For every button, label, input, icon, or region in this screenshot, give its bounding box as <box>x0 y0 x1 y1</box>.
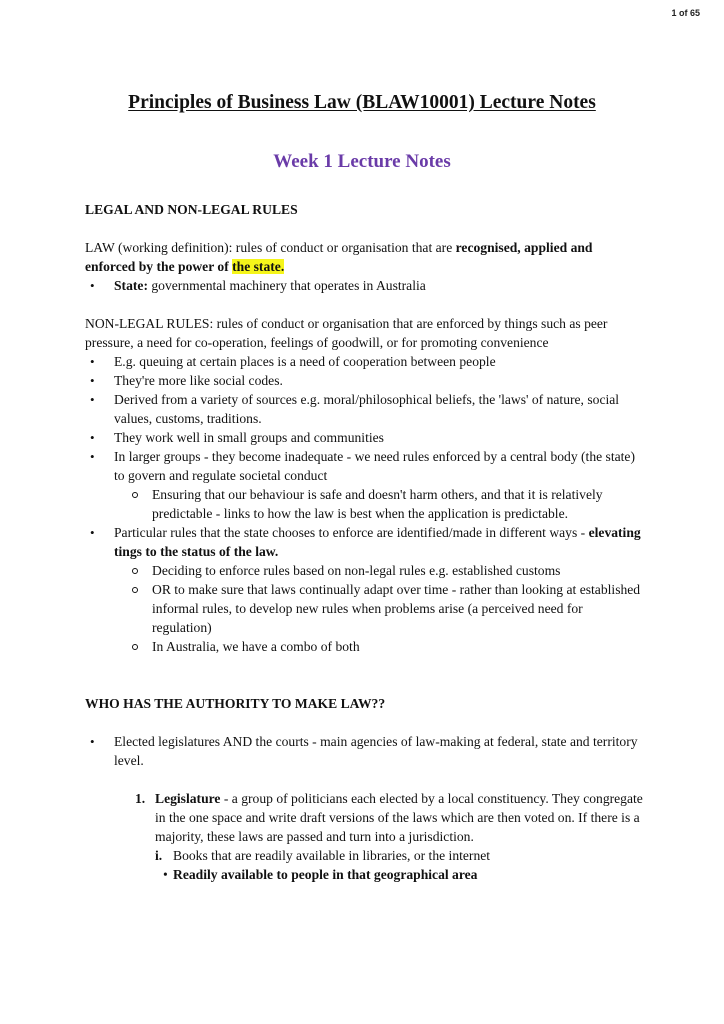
sub-list-item: Deciding to enforce rules based on non-legal rules e.g. established customs <box>85 561 645 580</box>
non-legal-definition: NON-LEGAL RULES: rules of conduct or organisation that are enforced by things such as peer pressure, a need for co-operation, feelings of goodwill, or for promoting convenience <box>85 316 608 350</box>
law-def-text: LAW (working definition): rules of conduct or organisation that are <box>85 240 456 255</box>
sub-list-item: In Australia, we have a combo of both <box>85 637 645 656</box>
legislature-text: - a group of politicians each elected by a local constituency. They congregate in the one space and write draft versions of the laws which are then voted on. If there is a majority, these laws are passed and turn into a jurisdiction. <box>155 791 643 844</box>
sub-point <box>85 865 645 884</box>
particular-rules-bold: elevating tings to the status of the law. <box>114 525 641 559</box>
particular-sub-bullets <box>85 561 645 656</box>
section-heading-legal-rules: LEGAL AND NON-LEGAL RULES <box>85 202 298 217</box>
list-item <box>85 276 645 295</box>
particular-rules-text: Particular rules that the state chooses to enforce are identified/made in different ways - <box>114 525 589 540</box>
list-item: • E.g. queuing at certain places is a need of cooperation between people <box>85 352 645 371</box>
week-title: Week 1 Lecture Notes <box>273 151 451 172</box>
sub-bullets-larger-groups <box>85 485 645 523</box>
section-heading-authority: WHO HAS THE AUTHORITY TO MAKE LAW?? <box>85 696 386 711</box>
roman-item <box>85 846 645 865</box>
law-def-bold: recognised, applied and enforced by the power of <box>85 240 593 274</box>
document-body <box>85 200 645 884</box>
state-list <box>85 276 645 295</box>
sub-list-item: OR to make sure that laws continually adapt over time - rather than looking at established informal rules, to develop new rules when problems arise (a perceived need for regulation) <box>85 580 645 637</box>
highlighted-the-state: the state. <box>232 259 285 274</box>
particular-rules-list <box>85 523 645 561</box>
list-item: • They work well in small groups and communities <box>85 428 645 447</box>
list-item: • Elected legislatures AND the courts - main agencies of law-making at federal, state and territory level. <box>85 732 645 770</box>
list-item: • Derived from a variety of sources e.g. moral/philosophical beliefs, the 'laws' of nature, social values, customs, traditions. <box>85 390 645 428</box>
sub-list-item: Ensuring that our behaviour is safe and doesn't harm others, and that it is relatively predictable - links to how the law is best when the application is predictable. <box>85 485 645 523</box>
roman-marker: i. <box>155 848 163 863</box>
document-title: Principles of Business Law (BLAW10001) Lecture Notes <box>128 92 596 113</box>
roman-text: Books that are readily available in libraries, or the internet <box>173 848 491 863</box>
state-text: governmental machinery that operates in Australia <box>147 278 426 293</box>
authority-list <box>85 732 645 770</box>
page-indicator: 1 of 65 <box>671 8 700 18</box>
sub-point-text: Readily available to people in that geographical area <box>173 867 478 882</box>
law-definition <box>85 238 645 276</box>
number-marker: 1. <box>135 791 146 806</box>
list-item: • In larger groups - they become inadequate - we need rules enforced by a central body (the state) to govern and regulate societal conduct <box>85 447 645 485</box>
non-legal-bullets <box>85 352 645 485</box>
list-item: • They're more like social codes. <box>85 371 645 390</box>
legislature-label: Legislature <box>155 791 221 806</box>
state-label: State: <box>114 278 148 293</box>
numbered-item-legislature <box>85 789 645 846</box>
list-item <box>85 523 645 561</box>
